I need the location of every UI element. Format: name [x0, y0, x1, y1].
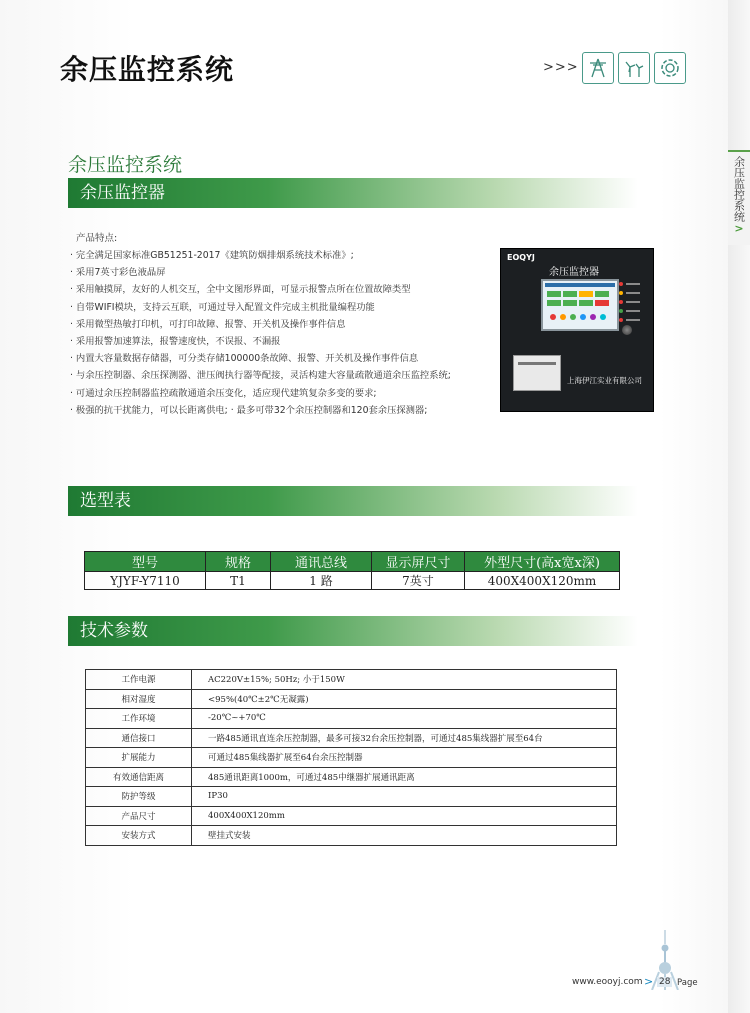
feature-item: · 可通过余压控制器监控疏散通道余压变化，适应现代建筑复杂多变的要求;: [70, 387, 377, 399]
header-icons: [582, 52, 686, 84]
selection-bar: 选型表: [68, 486, 638, 516]
feature-item: · 极强的抗干扰能力，可以长距离供电; · 最多可带32个余压控制器和120套余压探测器;: [70, 404, 428, 416]
tech-row: [86, 689, 617, 709]
tech-row: [86, 767, 617, 787]
tech-value: AC220V±15%; 50Hz; 小于150W: [192, 670, 617, 690]
feature-item: · 采用7英寸彩色液晶屏: [70, 267, 166, 279]
feature-item: · 内置大容量数据存储器，可分类存储100000条故障、报警、开关机及操作事件信息: [70, 353, 419, 365]
printer-icon: [513, 355, 561, 391]
device-screen-content: [543, 281, 617, 329]
tech-row: [86, 670, 617, 690]
selection-header: 外型尺寸(高x宽x深): [465, 552, 620, 572]
selection-header: 通讯总线: [271, 552, 372, 572]
selection-table: [84, 551, 620, 590]
tech-key: 安装方式: [86, 826, 192, 846]
page-number: 28: [659, 977, 671, 987]
feature-item: · 采用报警加速算法，报警速度快，不误报、不漏报: [70, 336, 281, 348]
tech-key: 工作电源: [86, 670, 192, 690]
tech-value: IP30: [192, 787, 617, 807]
device-indicators: [619, 279, 640, 324]
product-bar: 余压监控器: [68, 178, 638, 208]
device-screen: [541, 279, 619, 331]
tech-row: [86, 806, 617, 826]
feature-item: · 自带WIFI模块，支持云互联，可通过导入配置文件完成主机批量编程功能: [70, 301, 375, 313]
device-title: 余压监控器: [549, 267, 599, 278]
feature-item: · 与余压控制器、余压探测器、泄压阀执行器等配接，灵活构建大容量疏散通道余压监控系统;: [70, 370, 451, 382]
feature-item: · 采用触摸屏，友好的人机交互，全中文图形界面，可显示报警点所在位置故障类型: [70, 284, 411, 296]
selection-cell: 7英寸: [372, 572, 465, 590]
tech-key: 有效通信距离: [86, 767, 192, 787]
tech-value: -20℃~+70℃: [192, 709, 617, 729]
tech-value: 一路485通讯直连余压控制器，最多可接32台余压控制器，可通过485集线器扩展至64台: [192, 728, 617, 748]
tech-key: 相对湿度: [86, 689, 192, 709]
feature-item: · 完全满足国家标准GB51251-2017《建筑防烟排烟系统技术标准》;: [70, 250, 354, 261]
selection-cell: 1 路: [271, 572, 372, 590]
wind-turbine-icon: [618, 52, 650, 84]
features-heading: 产品特点:: [76, 233, 118, 244]
sensor-ring-icon: [654, 52, 686, 84]
page-label: Page: [677, 978, 698, 988]
selection-cell: T1: [206, 572, 271, 590]
tech-bar: 技术参数: [68, 616, 638, 646]
tech-value: 485通讯距离1000m，可通过485中继器扩展通讯距离: [192, 767, 617, 787]
tech-row: [86, 826, 617, 846]
tech-key: 工作环境: [86, 709, 192, 729]
tech-value: 400X400X120mm: [192, 806, 617, 826]
selection-header: 规格: [206, 552, 271, 572]
selection-row: [85, 572, 620, 590]
section-subtitle: 余压监控系统: [68, 154, 183, 176]
selection-cell: YJYF-Y7110: [85, 572, 206, 590]
features-list: [70, 247, 451, 419]
feature-item: · 采用微型热敏打印机，可打印故障、报警、开关机及操作事件信息: [70, 318, 346, 330]
tech-key: 产品尺寸: [86, 806, 192, 826]
device-company: 上海伊江实业有限公司: [567, 376, 642, 385]
device-brand: EOQYJ: [507, 253, 535, 262]
tech-row: [86, 748, 617, 768]
tech-table: [85, 669, 617, 846]
tech-row: [86, 787, 617, 807]
tech-row: [86, 709, 617, 729]
header-chevrons: >>>: [543, 60, 579, 75]
product-photo: [500, 248, 654, 412]
tech-key: 扩展能力: [86, 748, 192, 768]
selection-header: 型号: [85, 552, 206, 572]
footer-arrow: >: [644, 975, 654, 988]
selection-header: 显示屏尺寸: [372, 552, 465, 572]
tech-value: <95%(40℃±2℃无凝露): [192, 689, 617, 709]
tech-key: 通信接口: [86, 728, 192, 748]
footer-url[interactable]: www.eooyj.com: [572, 977, 643, 987]
selection-header-row: [85, 552, 620, 572]
side-tab-text: 余压监控系统: [732, 156, 746, 222]
key-switch-icon: [622, 325, 632, 335]
power-tower-icon: [582, 52, 614, 84]
tech-row: [86, 728, 617, 748]
side-tab: [728, 150, 750, 245]
tech-value: 壁挂式安装: [192, 826, 617, 846]
tech-value: 可通过485集线器扩展至64台余压控制器: [192, 748, 617, 768]
side-tab-arrow: >: [734, 222, 744, 235]
page-title: 余压监控系统: [60, 53, 235, 86]
selection-cell: 400X400X120mm: [465, 572, 620, 590]
tech-key: 防护等级: [86, 787, 192, 807]
